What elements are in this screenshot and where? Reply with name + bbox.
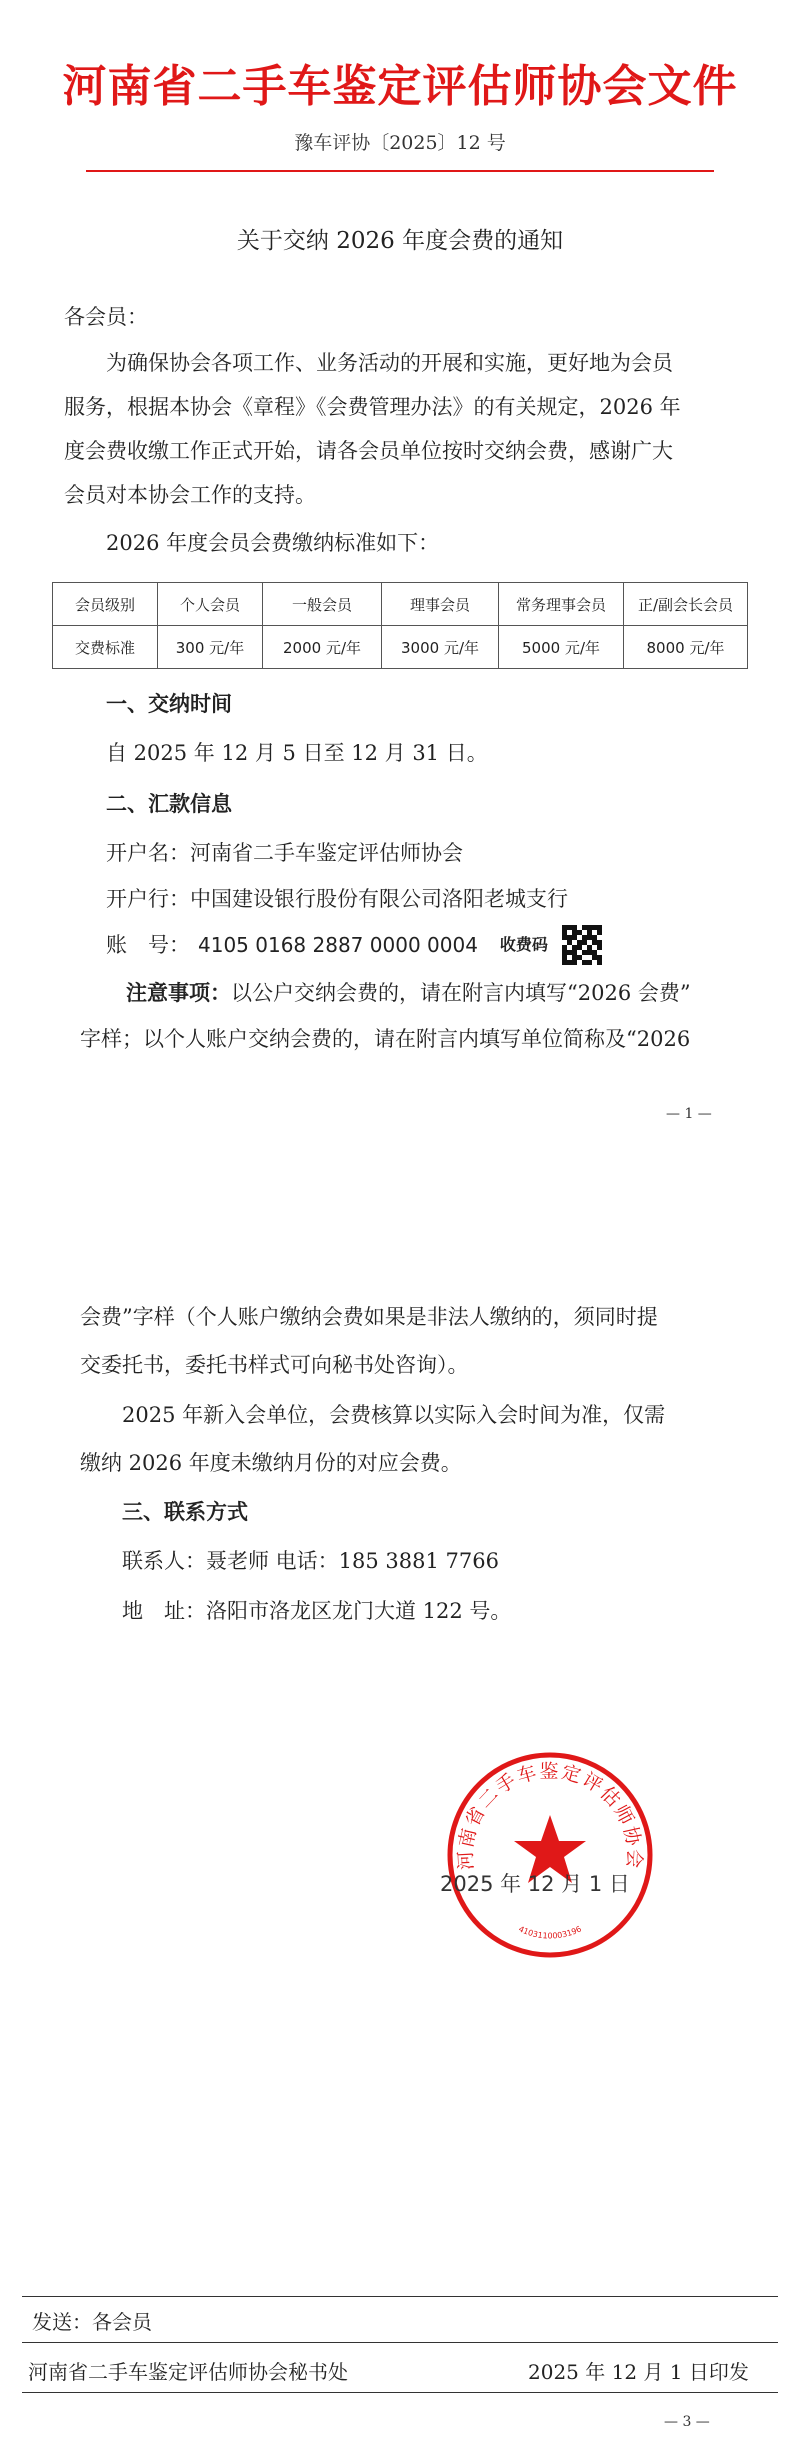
account-name: 开户名：河南省二手车鉴定评估师协会 xyxy=(106,841,463,865)
page-number: — 1 — xyxy=(666,1106,712,1122)
table-header-cell: 理事会员 xyxy=(382,583,499,626)
qr-label: 收费码 xyxy=(499,935,548,954)
note-line: 字样；以个人账户交纳会费的，请在附言内填写单位简称及“2026 xyxy=(80,1027,691,1051)
account-label: 账 号： xyxy=(106,933,190,957)
section-heading: 三、联系方式 xyxy=(122,1500,248,1524)
address: 地 址：洛阳市洛龙区龙门大道 122 号。 xyxy=(122,1599,512,1623)
table-cell: 300 元/年 xyxy=(158,626,263,669)
paragraph-line: 服务，根据本协会《章程》《会费管理办法》的有关规定，2026 年 xyxy=(64,395,681,419)
paragraph-line: 为确保协会各项工作、业务活动的开展和实施，更好地为会员 xyxy=(106,351,673,375)
note-line xyxy=(126,972,691,1014)
page-number: — 3 — xyxy=(664,2414,710,2430)
paragraph-line: 度会费收缴工作正式开始，请各会员单位按时交纳会费，感谢广大 xyxy=(64,439,673,463)
table-cell: 8000 元/年 xyxy=(624,626,748,669)
account-number: 4105 0168 2887 0000 0004 xyxy=(198,933,478,957)
table-cell: 交费标准 xyxy=(53,626,158,669)
table-header-cell: 会员级别 xyxy=(53,583,158,626)
official-seal xyxy=(440,1745,660,1965)
document-header-title: 河南省二手车鉴定评估师协会文件 xyxy=(62,61,738,112)
note-text: 以公户交纳会费的，请在附言内填写“2026 会费” xyxy=(231,981,691,1005)
bank-name: 开户行：中国建设银行股份有限公司洛阳老城支行 xyxy=(106,887,568,911)
footer-divider xyxy=(22,2392,778,2393)
table-cell: 3000 元/年 xyxy=(382,626,499,669)
paragraph-line: 会费”字样（个人账户缴纳会费如果是非法人缴纳的，须同时提 xyxy=(80,1305,658,1329)
document-number: 豫车评协〔2025〕12 号 xyxy=(294,132,506,154)
table-header-cell: 一般会员 xyxy=(263,583,382,626)
seal-serial: 4103110003196 xyxy=(517,1924,583,1941)
footer-divider xyxy=(22,2342,778,2343)
notice-title: 关于交纳 2026 年度会费的通知 xyxy=(236,228,564,254)
table-header-cell: 正/副会长会员 xyxy=(624,583,748,626)
table-header-cell: 个人会员 xyxy=(158,583,263,626)
paragraph-line: 会员对本协会工作的支持。 xyxy=(64,483,316,507)
payment-period: 自 2025 年 12 月 5 日至 12 月 31 日。 xyxy=(106,741,488,765)
table-header-cell: 常务理事会员 xyxy=(499,583,624,626)
salutation: 各会员： xyxy=(64,305,148,329)
payment-qr-code-icon xyxy=(562,925,602,965)
table-cell: 5000 元/年 xyxy=(499,626,624,669)
table-row xyxy=(53,626,748,669)
paragraph-line: 交委托书，委托书样式可向秘书处咨询）。 xyxy=(80,1353,469,1377)
note-label: 注意事项： xyxy=(126,981,231,1005)
section-heading: 二、汇款信息 xyxy=(106,792,232,816)
header-red-divider xyxy=(86,170,714,172)
contact-info: 联系人：聂老师 电话：185 3881 7766 xyxy=(122,1549,499,1573)
table-header-row xyxy=(53,583,748,626)
issue-date: 2025 年 12 月 1 日 xyxy=(440,1872,630,1896)
seal-org-name: 河南省二手车鉴定评估师协会 xyxy=(454,1760,646,1871)
paragraph-line: 2025 年新入会单位，会费核算以实际入会时间为准，仅需 xyxy=(122,1403,666,1427)
fee-table xyxy=(52,582,748,669)
account-number-row xyxy=(106,924,602,966)
print-date: 2025 年 12 月 1 日印发 xyxy=(528,2360,749,2384)
footer-divider xyxy=(22,2296,778,2297)
section-heading: 一、交纳时间 xyxy=(106,692,232,716)
table-cell: 2000 元/年 xyxy=(263,626,382,669)
issuing-office: 河南省二手车鉴定评估师协会秘书处 xyxy=(28,2360,348,2384)
distribution-list: 发送：各会员 xyxy=(32,2310,152,2334)
table-intro: 2026 年度会员会费缴纳标准如下： xyxy=(106,531,440,555)
paragraph-line: 缴纳 2026 年度未缴纳月份的对应会费。 xyxy=(80,1451,462,1475)
